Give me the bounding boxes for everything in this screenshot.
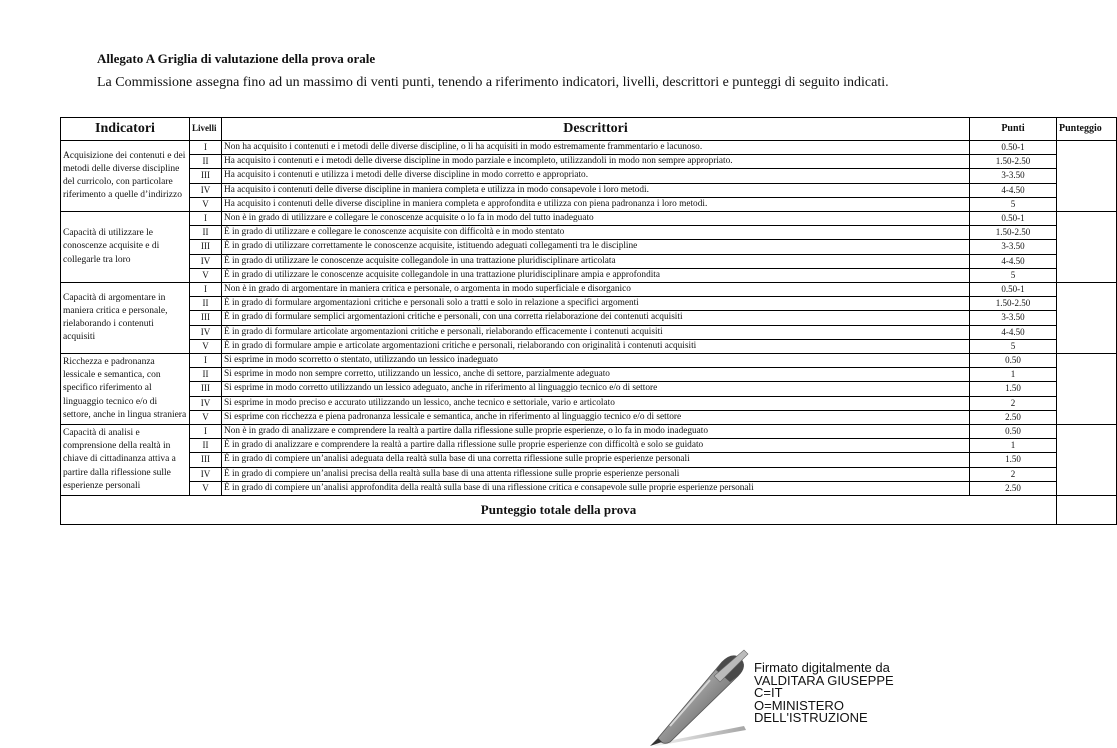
descriptor-cell: È in grado di compiere un’analisi precisa della realtà sulla base di una attenta riflessione sulle proprie esperienze personali [222,467,970,481]
table-row [61,240,1117,254]
level-cell: III [190,311,222,325]
table-row [61,268,1117,282]
table-row [61,382,1117,396]
descriptor-cell: È in grado di formulare articolate argomentazioni critiche e personali, rielaborando efficacemente i contenuti acquisiti [222,325,970,339]
table-row [61,141,1117,155]
points-cell: 2 [970,396,1057,410]
score-cell[interactable] [1057,283,1117,354]
points-cell: 5 [970,268,1057,282]
descriptor-cell: Non è in grado di utilizzare e collegare le conoscenze acquisite o lo fa in modo del tutto inadeguato [222,212,970,226]
table-row [61,254,1117,268]
header-punteggio: Punteggio [1057,118,1117,141]
level-cell: II [190,439,222,453]
level-cell: IV [190,254,222,268]
total-row [61,496,1117,525]
score-cell[interactable] [1057,141,1117,212]
level-cell: II [190,297,222,311]
points-cell: 0.50-1 [970,283,1057,297]
descriptor-cell: È in grado di compiere un’analisi adeguata della realtà sulla base di una corretta riflessione sulle proprie esperienze personali [222,453,970,467]
header-punti: Punti [970,118,1057,141]
points-cell: 3-3.50 [970,240,1057,254]
level-cell: V [190,339,222,353]
table-row [61,453,1117,467]
level-cell: I [190,212,222,226]
descriptor-cell: È in grado di formulare ampie e articolate argomentazioni critiche e personali, rielaborando con originalità i contenuti acquisiti [222,339,970,353]
table-row [61,155,1117,169]
descriptor-cell: Si esprime in modo preciso e accurato utilizzando un lessico, anche tecnico e settoriale, vario e articolato [222,396,970,410]
document-subtitle: La Commissione assegna fino ad un massimo di venti punti, tenendo a riferimento indicatori, livelli, descrittori e punteggi di seguito indicati. [97,75,889,90]
descriptor-cell: È in grado di formulare argomentazioni critiche e personali solo a tratti e solo in relazione a specifici argomenti [222,297,970,311]
signature-line: C=IT [754,685,783,700]
points-cell: 2 [970,467,1057,481]
points-cell: 0.50-1 [970,141,1057,155]
score-cell[interactable] [1057,354,1117,425]
level-cell: IV [190,183,222,197]
points-cell: 3-3.50 [970,311,1057,325]
score-cell[interactable] [1057,425,1117,496]
level-cell: III [190,169,222,183]
pen-icon [640,646,760,746]
descriptor-cell: È in grado di utilizzare le conoscenze acquisite collegandole in una trattazione pluridisciplinare ampia e approfondita [222,268,970,282]
table-row [61,410,1117,424]
table-header-row [61,118,1117,141]
points-cell: 4-4.50 [970,183,1057,197]
level-cell: II [190,226,222,240]
indicator-cell: Capacità di argomentare in maniera critica e personale, rielaborando i contenuti acquisiti [61,283,190,354]
table-row [61,368,1117,382]
level-cell: I [190,141,222,155]
descriptor-cell: È in grado di compiere un’analisi approfondita della realtà sulla base di una riflessione critica e consapevole sulle proprie esperienze personali [222,481,970,495]
header-indicatori: Indicatori [61,118,190,141]
descriptor-cell: Si esprime con ricchezza e piena padronanza lessicale e semantica, anche in riferimento al linguaggio tecnico e/o di settore [222,410,970,424]
points-cell: 4-4.50 [970,325,1057,339]
level-cell: III [190,453,222,467]
level-cell: I [190,354,222,368]
score-cell[interactable] [1057,212,1117,283]
table-row [61,425,1117,439]
descriptor-cell: Ha acquisito i contenuti delle diverse discipline in maniera completa e approfondita e utilizza con piena padronanza i loro metodi. [222,197,970,211]
descriptor-cell: Non è in grado di analizzare e comprendere la realtà a partire dalla riflessione sulle proprie esperienze, o lo fa in modo inadeguato [222,425,970,439]
digital-signature [640,640,940,748]
points-cell: 2.50 [970,410,1057,424]
level-cell: IV [190,325,222,339]
level-cell: IV [190,467,222,481]
points-cell: 0.50 [970,425,1057,439]
points-cell: 5 [970,197,1057,211]
table-row [61,311,1117,325]
table-row [61,212,1117,226]
descriptor-cell: Si esprime in modo corretto utilizzando un lessico adeguato, anche in riferimento al linguaggio tecnico e/o di settore [222,382,970,396]
table-row [61,467,1117,481]
level-cell: III [190,240,222,254]
points-cell: 1.50-2.50 [970,226,1057,240]
points-cell: 1.50-2.50 [970,297,1057,311]
table-row [61,481,1117,495]
indicator-cell: Capacità di utilizzare le conoscenze acquisite e di collegarle tra loro [61,212,190,283]
header-livelli: Livelli [190,118,222,141]
points-cell: 1.50 [970,453,1057,467]
document-title: Allegato A Griglia di valutazione della prova orale [97,51,376,66]
descriptor-cell: Si esprime in modo non sempre corretto, utilizzando un lessico, anche di settore, parzialmente adeguato [222,368,970,382]
points-cell: 2.50 [970,481,1057,495]
level-cell: II [190,368,222,382]
points-cell: 1.50 [970,382,1057,396]
signature-line: DELL'ISTRUZIONE [754,710,868,725]
points-cell: 1 [970,439,1057,453]
points-cell: 0.50-1 [970,212,1057,226]
points-cell: 4-4.50 [970,254,1057,268]
descriptor-cell: È in grado di utilizzare e collegare le conoscenze acquisite con difficoltà e in modo stentato [222,226,970,240]
level-cell: I [190,283,222,297]
descriptor-cell: Non è in grado di argomentare in maniera critica e personale, o argomenta in modo superficiale e disorganico [222,283,970,297]
descriptor-cell: Ha acquisito i contenuti e utilizza i metodi delle diverse discipline in modo corretto e appropriato. [222,169,970,183]
level-cell: III [190,382,222,396]
points-cell: 0.50 [970,354,1057,368]
descriptor-cell: Si esprime in modo scorretto o stentato, utilizzando un lessico inadeguato [222,354,970,368]
descriptor-cell: È in grado di utilizzare correttamente le conoscenze acquisite, istituendo adeguati collegamenti tra le discipline [222,240,970,254]
points-cell: 3-3.50 [970,169,1057,183]
level-cell: V [190,410,222,424]
indicator-cell: Ricchezza e padronanza lessicale e semantica, con specifico riferimento al linguaggio tecnico e/o di settore, anche in lingua straniera [61,354,190,425]
table-row [61,197,1117,211]
indicator-cell: Capacità di analisi e comprensione della realtà in chiave di cittadinanza attiva a partire dalla riflessione sulle esperienze personali [61,425,190,496]
points-cell: 5 [970,339,1057,353]
table-row [61,169,1117,183]
level-cell: V [190,197,222,211]
total-score-cell[interactable] [1057,496,1117,525]
table-row [61,325,1117,339]
table-row [61,396,1117,410]
table-row [61,183,1117,197]
table-row [61,354,1117,368]
signature-line: O=MINISTERO [754,697,844,713]
descriptor-cell: Ha acquisito i contenuti e i metodi delle diverse discipline in modo parziale e incompleto, utilizzandoli in modo non sempre appropriato. [222,155,970,169]
signature-line: Firmato digitalmente da [754,660,890,675]
table-row [61,439,1117,453]
total-label: Punteggio totale della prova [61,496,1057,525]
table-row [61,339,1117,353]
level-cell: V [190,268,222,282]
signature-text [754,662,894,725]
indicator-cell: Acquisizione dei contenuti e dei metodi delle diverse discipline del curricolo, con particolare riferimento a quelle d’indirizzo [61,141,190,212]
level-cell: V [190,481,222,495]
descriptor-cell: Non ha acquisito i contenuti e i metodi delle diverse discipline, o li ha acquisiti in modo estremamente frammentario e lacunoso. [222,141,970,155]
descriptor-cell: È in grado di utilizzare le conoscenze acquisite collegandole in una trattazione pluridisciplinare articolata [222,254,970,268]
signature-line: VALDITARA GIUSEPPE [754,672,894,688]
descriptor-cell: È in grado di analizzare e comprendere la realtà a partire dalla riflessione sulle proprie esperienze con difficoltà e solo se guidato [222,439,970,453]
table-row [61,226,1117,240]
header-descrittori: Descrittori [222,118,970,141]
level-cell: IV [190,396,222,410]
points-cell: 1.50-2.50 [970,155,1057,169]
level-cell: II [190,155,222,169]
descriptor-cell: È in grado di formulare semplici argomentazioni critiche e personali, con una corretta rielaborazione dei contenuti acquisiti [222,311,970,325]
table-row [61,283,1117,297]
level-cell: I [190,425,222,439]
descriptor-cell: Ha acquisito i contenuti delle diverse discipline in maniera completa e utilizza in modo consapevole i loro metodi. [222,183,970,197]
evaluation-grid [60,117,1117,525]
table-row [61,297,1117,311]
points-cell: 1 [970,368,1057,382]
